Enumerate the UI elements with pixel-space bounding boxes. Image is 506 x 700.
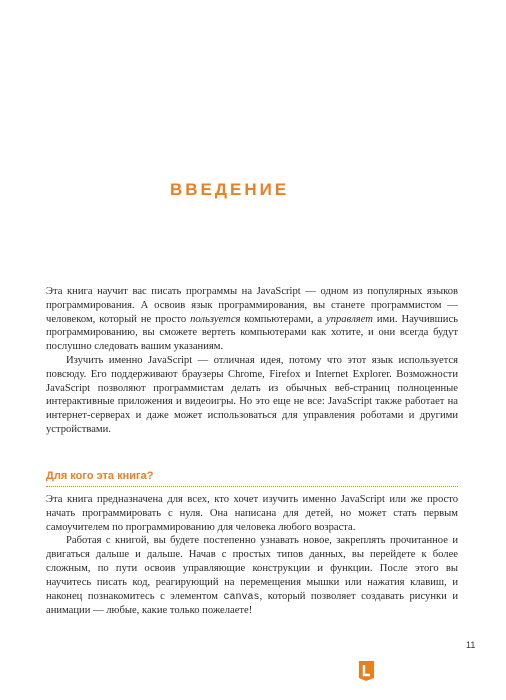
section-divider bbox=[46, 486, 458, 487]
intro-paragraph-1 bbox=[46, 285, 458, 354]
chapter-title: ВВЕДЕНИЕ bbox=[170, 180, 290, 199]
publisher-logo-icon bbox=[356, 660, 376, 682]
section-p2-part-b: , который позволяет создавать рисунки и анимации — любые, какие только пожелаете! bbox=[46, 590, 458, 617]
section-text bbox=[46, 493, 458, 618]
section-p2-part-a: Работая с книгой, вы будете постепенно узнавать новое, закреплять прочитанное и двигаться дальше и дальше. Начав с простых типов данных, вы перейдете к более сложным, по пути освоив управляющие конструкции и функции. После этого вы научитесь писать код, реагирующий на перемещения мышки или нажатия клавиш, и наконец познакомитесь с элементом bbox=[46, 535, 458, 602]
section-paragraph-1: Эта книга предназначена для всех, кто хочет изучить именно JavaScript или же просто начать программировать с нуля. Она написана для детей, но может стать первым самоучителем по программированию для человека любого возраста. bbox=[46, 494, 458, 533]
intro-p1-emphasis-2: управляет bbox=[326, 313, 373, 325]
section-heading: Для кого эта книга? bbox=[46, 470, 154, 482]
intro-paragraph-2: Изучить именно JavaScript — отличная идея, потому что этот язык используется повсюду. Его поддерживают браузеры Chrome, Firefox и Internet Explorer. Возможности JavaScript позволяют программистам делать из обычных веб-страниц полноценные интерактивные приложения и видеоигры. Но это еще не все: JavaScript также работает на интернет-серверах и даже может использоваться для управления роботами и другими устройствами. bbox=[46, 354, 458, 435]
intro-p1-emphasis-1: пользуется bbox=[190, 313, 241, 325]
intro-p1-part-a: Эта книга научит вас писать программы на JavaScript — одном из популярных языков программирования. А освоив язык программирования, вы станете программистом — человеком, который не просто bbox=[46, 286, 458, 325]
page-number: 11 bbox=[466, 640, 476, 650]
intro-p1-part-b: компьютерами, а bbox=[240, 313, 326, 325]
intro-text bbox=[46, 285, 458, 437]
canvas-code: canvas bbox=[223, 591, 260, 603]
intro-p1-part-c: ими. Научившись программированию, вы сможете вертеть компьютерами как хотите, и они всегда будут послушно следовать вашим указаниям. bbox=[46, 313, 458, 353]
section-paragraph-2 bbox=[46, 534, 458, 618]
